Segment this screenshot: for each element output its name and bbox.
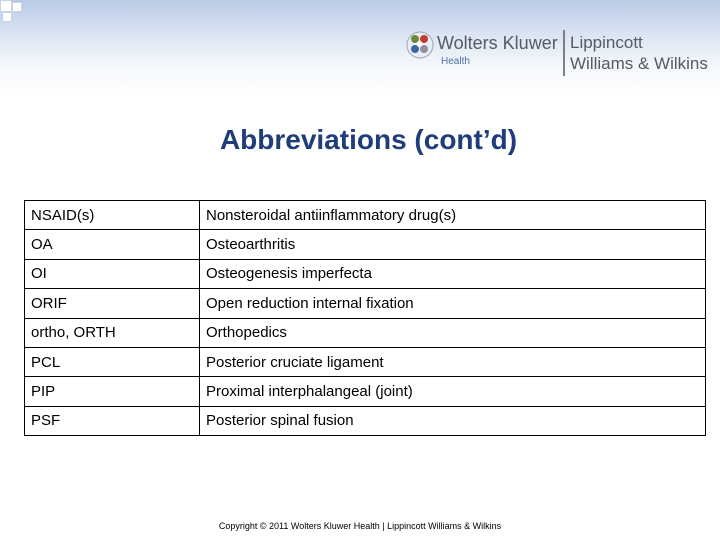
copyright-footer: Copyright © 2011 Wolters Kluwer Health | Lippincott Williams & Wilkins [218, 521, 502, 531]
logo-lippincott-line2: Williams & Wilkins [570, 54, 708, 73]
abbreviation-cell: ortho, ORTH [25, 318, 200, 347]
logo-lippincott [570, 32, 708, 74]
meaning-cell: Open reduction internal fixation [200, 289, 706, 318]
corner-decoration [0, 0, 40, 22]
meaning-cell: Posterior cruciate ligament [200, 347, 706, 376]
logo-health: Health [441, 56, 470, 67]
table-row [25, 289, 706, 318]
logo-lippincott-line1: Lippincott [570, 33, 643, 52]
logo-divider [563, 30, 565, 76]
table-row [25, 318, 706, 347]
globe-icon [405, 30, 435, 60]
table-row [25, 230, 706, 259]
publisher-logo [405, 26, 717, 82]
table-row [25, 377, 706, 406]
abbreviation-cell: OA [25, 230, 200, 259]
meaning-cell: Proximal interphalangeal (joint) [200, 377, 706, 406]
table-row [25, 259, 706, 288]
meaning-cell: Orthopedics [200, 318, 706, 347]
abbreviations-table-body [25, 201, 706, 436]
abbreviations-table [24, 200, 706, 436]
abbreviation-cell: OI [25, 259, 200, 288]
abbreviation-cell: NSAID(s) [25, 201, 200, 230]
table-row [25, 347, 706, 376]
header-band [0, 0, 720, 92]
meaning-cell: Nonsteroidal antiinflammatory drug(s) [200, 201, 706, 230]
table-row [25, 201, 706, 230]
meaning-cell: Osteogenesis imperfecta [200, 259, 706, 288]
meaning-cell: Osteoarthritis [200, 230, 706, 259]
slide-title: Abbreviations (cont’d) [219, 124, 518, 155]
abbreviation-cell: PCL [25, 347, 200, 376]
meaning-cell: Posterior spinal fusion [200, 406, 706, 435]
abbreviation-cell: PIP [25, 377, 200, 406]
table-row [25, 406, 706, 435]
abbreviation-cell: ORIF [25, 289, 200, 318]
logo-wolters-kluwer: Wolters Kluwer [437, 33, 558, 53]
abbreviation-cell: PSF [25, 406, 200, 435]
